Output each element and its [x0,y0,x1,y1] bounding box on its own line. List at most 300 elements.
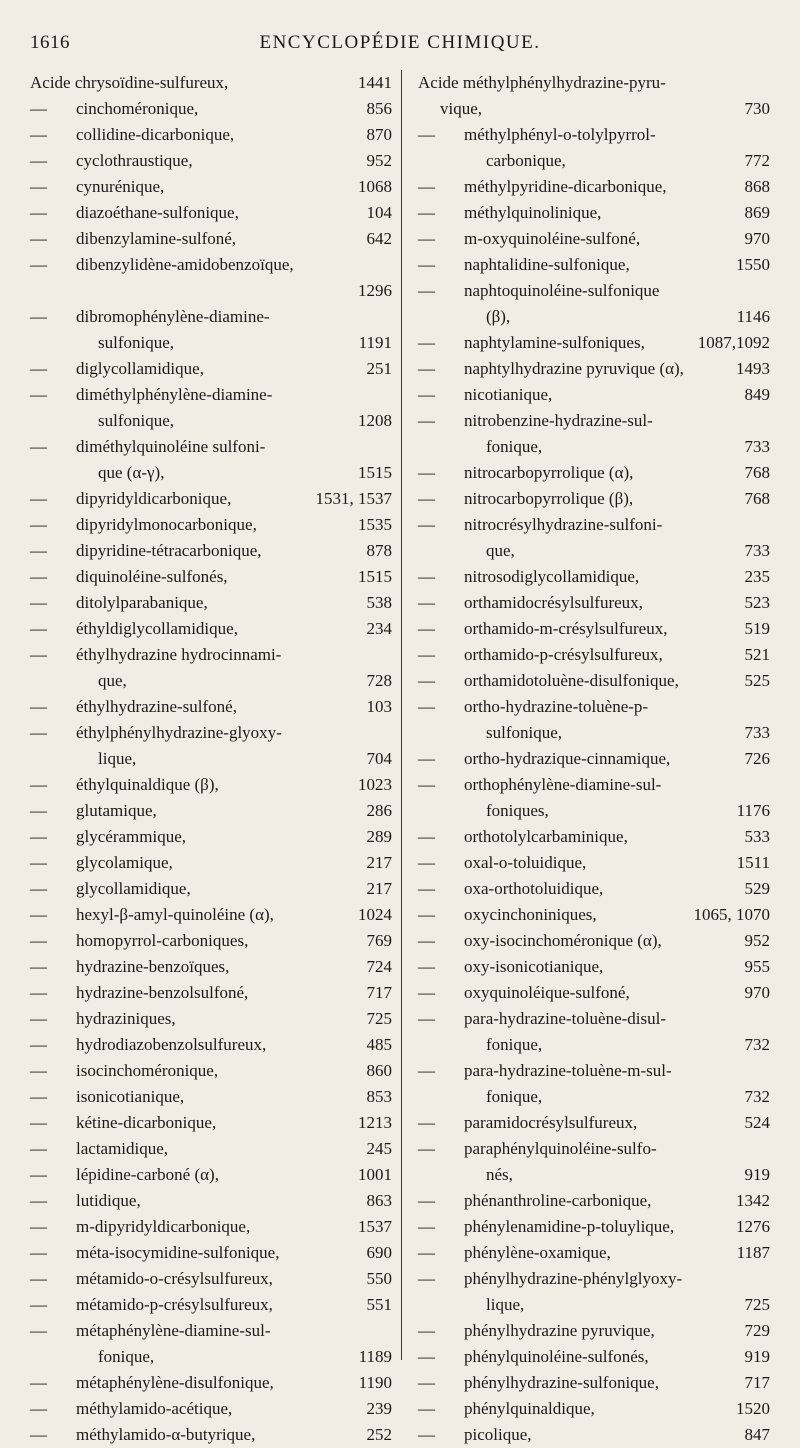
entry-line: isonicotianique, [76,1087,185,1106]
entry-line: métaphénylène-diamine-sul- [76,1321,271,1340]
index-entry [30,1396,392,1422]
entry-line: éthylquinaldique (β), [76,775,219,794]
ditto-dash: — [30,489,47,508]
page-reference: 726 [744,749,770,768]
index-entry [418,226,770,252]
index-entry [418,954,770,980]
ditto-dash: — [418,1217,435,1236]
page-reference: 1176 [736,801,770,820]
ditto-dash: — [418,593,435,612]
index-entry [30,1240,392,1266]
ditto-dash: — [418,1113,435,1132]
entry-text [30,824,392,850]
entry-line: orthamido-p-crésylsulfureux, [464,645,663,664]
index-entry [30,902,392,928]
index-entry [418,1370,770,1396]
page-reference: 1296 [358,281,392,300]
entry-line: phénylène-oxamique, [464,1243,611,1262]
entry-line: cyclothraustique, [76,151,193,170]
index-entry [30,382,392,434]
page-reference: 856 [366,99,392,118]
ditto-dash: — [418,1399,435,1418]
index-entry [418,1006,770,1058]
index-entry [418,174,770,200]
entry-text [418,746,770,772]
page-reference: 485 [366,1035,392,1054]
page-reference: 519 [744,619,770,638]
entry-line: hydrazine-benzoïques, [76,957,230,976]
entry-line: naphtalidine-sulfonique, [464,255,630,274]
entry-line: nitrocrésylhydrazine-sulfoni- [464,515,663,534]
entry-line: méthylquinolinique, [464,203,602,222]
entry-line: dibenzylidène-amidobenzoïque, [76,255,294,274]
entry-line: hydrazine-benzolsulfoné, [76,983,249,1002]
entry-text [418,486,770,512]
entry-text [30,1058,392,1084]
entry-text [418,928,770,954]
entry-text [30,434,392,486]
entry-line: nicotianique, [464,385,553,404]
page-reference: 551 [366,1295,392,1314]
index-entry [30,824,392,850]
entry-line: glutamique, [76,801,157,820]
entry-text [418,122,770,174]
index-entry [418,460,770,486]
entry-line: oxyquinoléique-sulfoné, [464,983,630,1002]
entry-line: oxy-isonicotianique, [464,957,604,976]
ditto-dash: — [418,827,435,846]
entry-line: phénylhydrazine-phénylglyoxy- [464,1269,683,1288]
index-entry [30,772,392,798]
index-entry [30,148,392,174]
index-entry [30,1318,392,1370]
entry-line: phénanthroline-carbonique, [464,1191,652,1210]
ditto-dash: — [418,697,435,716]
page-reference: 550 [366,1269,392,1288]
page-reference: 523 [744,593,770,612]
page-reference: 239 [366,1399,392,1418]
index-entry [30,642,392,694]
entry-line: éthylhydrazine hydrocinnami- [76,645,282,664]
entry-line: fonique, [486,1087,543,1106]
page-reference: 919 [744,1165,770,1184]
entry-line: oxa-orthotoluidique, [464,879,604,898]
entry-line: fonique, [98,1347,155,1366]
entry-line: ditolylparabanique, [76,593,208,612]
entry-text [418,694,770,746]
page-reference: 870 [366,125,392,144]
page-reference: 1537 [358,1217,392,1236]
entry-text [418,460,770,486]
index-entry [30,1292,392,1318]
entry-line: m-oxyquinoléine-sulfoné, [464,229,641,248]
index-entry [418,1214,770,1240]
index-entry [418,850,770,876]
page-reference: 728 [366,671,392,690]
entry-line: sulfonique, [486,723,563,742]
ditto-dash: — [418,671,435,690]
page-reference: 529 [744,879,770,898]
ditto-dash: — [30,931,47,950]
entry-line: phénylquinaldique, [464,1399,595,1418]
ditto-dash: — [30,827,47,846]
page-reference: 853 [366,1087,392,1106]
entry-text [30,590,392,616]
index-entry [418,590,770,616]
entry-text [30,1422,392,1448]
ditto-dash: — [30,515,47,534]
entry-line: naphtoquinoléine-sulfonique [464,281,660,300]
entry-line: ortho-hydrazine-toluène-p- [464,697,649,716]
ditto-dash: — [30,619,47,638]
entry-text [418,616,770,642]
index-entry [418,668,770,694]
index-entry [418,330,770,356]
index-entry [30,720,392,772]
page-reference: 863 [366,1191,392,1210]
page-reference: 245 [366,1139,392,1158]
page-reference: 289 [366,827,392,846]
entry-line: nés, [486,1165,513,1184]
index-entry [418,980,770,1006]
entry-line: oxal-o-toluidique, [464,853,587,872]
entry-line: naphtylamine-sulfoniques, [464,333,645,352]
index-entry [30,694,392,720]
index-entry [30,564,392,590]
entry-text [418,1058,770,1110]
entry-text [418,1266,770,1318]
entry-text [418,382,770,408]
entry-text [30,356,392,382]
page-reference: 730 [744,99,770,118]
entry-text [418,1110,770,1136]
page-reference: 1190 [358,1373,392,1392]
ditto-dash: — [418,1139,435,1158]
index-entry [418,512,770,564]
ditto-dash: — [418,879,435,898]
ditto-dash: — [418,1191,435,1210]
index-entry [418,1344,770,1370]
index-entry [418,1058,770,1110]
entry-line: nitrosodiglycollamidique, [464,567,640,586]
index-entry [30,200,392,226]
entry-line: isocinchoméronique, [76,1061,219,1080]
ditto-dash: — [30,307,47,326]
page-reference: 234 [366,619,392,638]
entry-line: vique, [440,99,483,118]
entry-line: sulfonique, [98,333,175,352]
entry-text [418,876,770,902]
ditto-dash: — [418,619,435,638]
ditto-dash: — [418,125,435,144]
entry-line: que, [98,671,127,690]
index-entry [30,174,392,200]
index-entry [30,1266,392,1292]
entry-line: paramidocrésylsulfureux, [464,1113,638,1132]
entry-text [418,1396,770,1422]
entry-line: ortho-hydrazique-cinnamique, [464,749,671,768]
entry-line: glycollamidique, [76,879,191,898]
entry-text [418,252,770,278]
entry-text [418,200,770,226]
index-entry [30,538,392,564]
entry-text [418,954,770,980]
entry-text [30,1318,392,1370]
ditto-dash: — [418,1009,435,1028]
index-entry [30,954,392,980]
index-entry [418,1396,770,1422]
page-reference: 768 [744,489,770,508]
ditto-dash: — [418,359,435,378]
ditto-dash: — [30,437,47,456]
index-entry [30,122,392,148]
page-reference: 690 [366,1243,392,1262]
entry-line: lactamidique, [76,1139,169,1158]
ditto-dash: — [30,905,47,924]
entry-line: Acide méthylphénylhydrazine-pyru- [418,73,666,92]
entry-line: orthamidotoluène-disulfonique, [464,671,679,690]
entry-line: nitrocarbopyrrolique (β), [464,489,634,508]
ditto-dash: — [30,853,47,872]
entry-line: diglycollamidique, [76,359,204,378]
page-reference: 1493 [736,359,770,378]
page-reference: 860 [366,1061,392,1080]
page-reference: 970 [744,229,770,248]
ditto-dash: — [30,723,47,742]
page-reference: 733 [744,541,770,560]
index-entry [30,226,392,252]
index-entry [30,1110,392,1136]
entry-line: cynurénique, [76,177,165,196]
index-entry [418,356,770,382]
entry-text [30,252,392,278]
ditto-dash: — [418,749,435,768]
entry-text [418,1318,770,1344]
entry-text [30,876,392,902]
ditto-dash: — [418,853,435,872]
ditto-dash: — [30,1113,47,1132]
entry-line: orthophénylène-diamine-sul- [464,775,662,794]
entry-line: oxycinchoniniques, [464,905,597,924]
ditto-dash: — [30,1399,47,1418]
page-reference: 286 [366,801,392,820]
ditto-dash: — [30,1035,47,1054]
entry-line: oxy-isocinchoméronique (α), [464,931,662,950]
entry-line: hydrodiazobenzolsulfureux, [76,1035,267,1054]
entry-line: orthotolylcarbaminique, [464,827,628,846]
ditto-dash: — [418,931,435,950]
ditto-dash: — [30,1061,47,1080]
index-entry [418,564,770,590]
index-entry [30,1370,392,1396]
page-reference: 717 [744,1373,770,1392]
index-entry [30,850,392,876]
page-number: 1616 [30,32,70,53]
entry-text [30,928,392,954]
entry-line: métamido-p-crésylsulfureux, [76,1295,273,1314]
page-reference: 704 [366,749,392,768]
ditto-dash: — [418,1061,435,1080]
index-entry [418,1240,770,1266]
ditto-dash: — [418,1269,435,1288]
entry-line: diquinoléine-sulfonés, [76,567,228,586]
entry-line: Acide chrysoïdine-sulfureux, [30,73,229,92]
index-entry [418,1136,770,1188]
entry-text [30,1292,392,1318]
entry-line: méta-isocymidine-sulfonique, [76,1243,280,1262]
entry-text [418,70,770,122]
entry-text [30,1032,392,1058]
entry-text [418,564,770,590]
index-entry [30,1006,392,1032]
entry-line: diméthylphénylène-diamine- [76,385,273,404]
entry-line: diazoéthane-sulfonique, [76,203,239,222]
ditto-dash: — [30,125,47,144]
index-entry [30,96,392,122]
entry-line: carbonique, [486,151,566,170]
entry-text [418,1006,770,1058]
index-entry [418,1188,770,1214]
entry-text [30,954,392,980]
entry-line: orthamido-m-crésylsulfureux, [464,619,668,638]
index-entry [418,70,770,122]
page-reference: 1276 [736,1217,770,1236]
ditto-dash: — [30,229,47,248]
page-reference: 1342 [736,1191,770,1210]
entry-line: éthylphénylhydrazine-glyoxy- [76,723,282,742]
page-reference: 725 [744,1295,770,1314]
index-entry [30,876,392,902]
entry-text [30,902,392,928]
entry-line: para-hydrazine-toluène-m-sul- [464,1061,672,1080]
page-reference: 524 [744,1113,770,1132]
page-reference: 1001 [358,1165,392,1184]
ditto-dash: — [30,1217,47,1236]
index-entry [418,616,770,642]
entry-text [30,694,392,720]
entry-line: dibenzylamine-sulfoné, [76,229,237,248]
entry-text [30,174,392,200]
entry-text [30,226,392,252]
ditto-dash: — [418,1321,435,1340]
entry-line: fonique, [486,1035,543,1054]
entry-text [418,980,770,1006]
entry-text [418,642,770,668]
ditto-dash: — [30,593,47,612]
page-reference: 1441 [358,73,392,92]
ditto-dash: — [30,775,47,794]
entry-text [30,1136,392,1162]
ditto-dash: — [30,151,47,170]
page-reference: 725 [366,1009,392,1028]
ditto-dash: — [418,203,435,222]
page-reference: 952 [366,151,392,170]
index-entry [418,928,770,954]
entry-line: (β), [486,307,511,326]
entry-line: orthamidocrésylsulfureux, [464,593,643,612]
page-reference: 869 [744,203,770,222]
entry-text [30,1084,392,1110]
entry-text [30,1006,392,1032]
entry-text [418,1214,770,1240]
page-reference: 1520 [736,1399,770,1418]
page-reference: 1191 [358,333,392,352]
ditto-dash: — [30,1191,47,1210]
ditto-dash: — [30,957,47,976]
ditto-dash: — [30,1269,47,1288]
ditto-dash: — [418,905,435,924]
page-reference: 251 [366,359,392,378]
entry-line: méthylamido-acétique, [76,1399,233,1418]
entry-text [418,278,770,330]
ditto-dash: — [30,359,47,378]
entry-line: nitrocarbopyrrolique (α), [464,463,634,482]
entry-text [418,590,770,616]
index-entry [418,772,770,824]
entry-line: foniques, [486,801,549,820]
entry-line: glycérammique, [76,827,186,846]
entry-text [418,668,770,694]
entry-line: picolique, [464,1425,532,1444]
page-reference: 1189 [358,1347,392,1366]
ditto-dash: — [30,1243,47,1262]
entry-text [30,1370,392,1396]
index-entry [418,278,770,330]
page-reference: 533 [744,827,770,846]
entry-line: sulfonique, [98,411,175,430]
entry-line: phénylhydrazine pyruvique, [464,1321,655,1340]
entry-text [418,1136,770,1188]
entry-line: paraphénylquinoléine-sulfo- [464,1139,657,1158]
entry-text [30,798,392,824]
ditto-dash: — [418,411,435,430]
page-reference: 772 [744,151,770,170]
entry-text [418,226,770,252]
index-entry [30,1188,392,1214]
page-reference: 103 [366,697,392,716]
page-reference: 769 [366,931,392,950]
entry-line: dipyridyldicarbonique, [76,489,232,508]
ditto-dash: — [30,1425,47,1444]
ditto-dash: — [418,515,435,534]
page-reference: 1213 [358,1113,392,1132]
index-entry [418,200,770,226]
entry-line: méthylpyridine-dicarbonique, [464,177,667,196]
page-reference: 1146 [736,307,770,326]
ditto-dash: — [30,385,47,404]
ditto-dash: — [30,99,47,118]
ditto-dash: — [30,1087,47,1106]
page-reference: 1024 [358,905,392,924]
index-entry [30,928,392,954]
right-column [418,70,770,1448]
entry-text [30,1188,392,1214]
index-entry [30,252,392,304]
index-entry [30,356,392,382]
entry-text [30,512,392,538]
entry-text [418,512,770,564]
entry-line: fonique, [486,437,543,456]
ditto-dash: — [30,801,47,820]
index-entry [30,1084,392,1110]
page-reference: 1023 [358,775,392,794]
index-entry [418,408,770,460]
entry-text [30,564,392,590]
index-entry [30,616,392,642]
entry-text [30,1266,392,1292]
ditto-dash: — [418,567,435,586]
entry-text [418,1344,770,1370]
